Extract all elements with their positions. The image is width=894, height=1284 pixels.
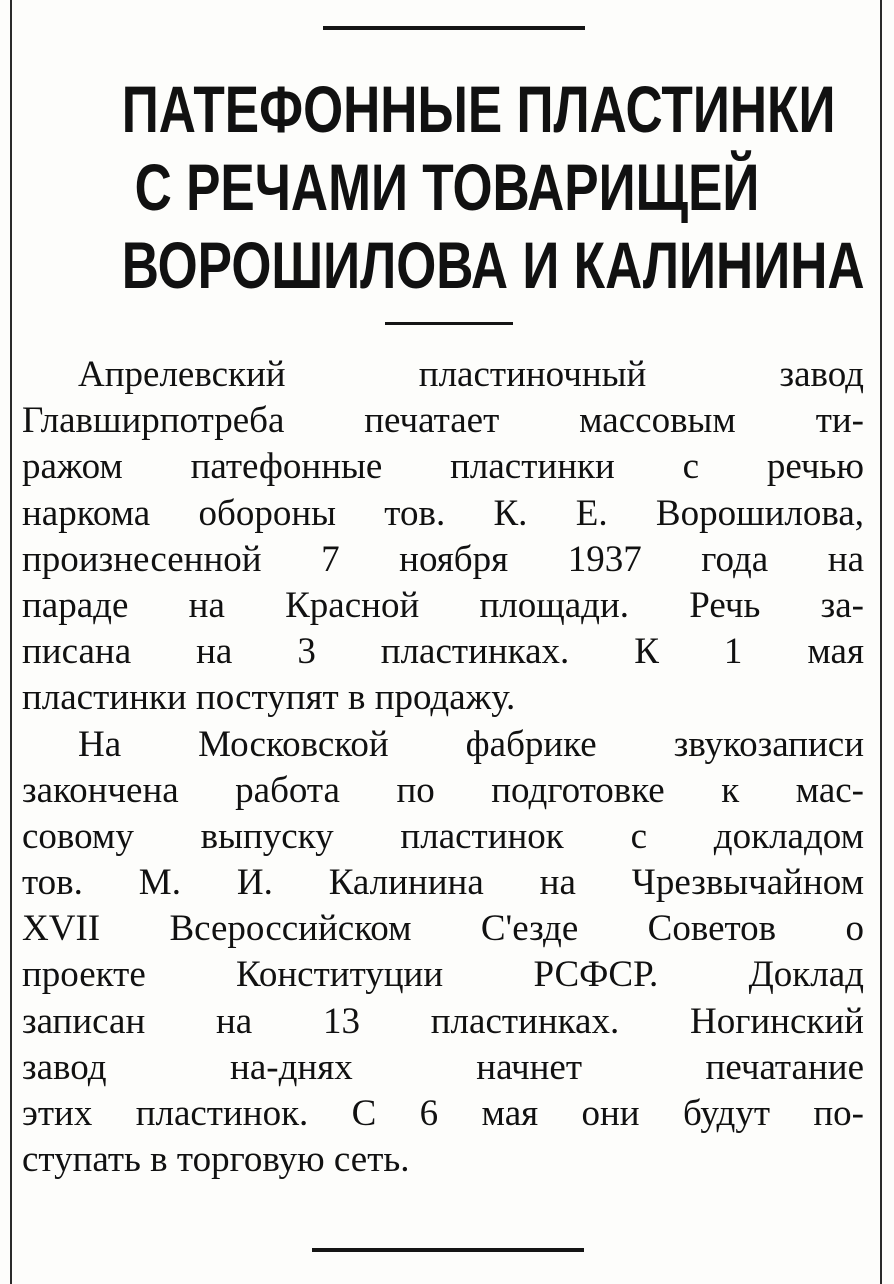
paragraph-line: тов. М. И. Калинина на Чрезвычайном — [22, 862, 864, 904]
paragraph-line: параде на Красной площади. Речь за- — [22, 584, 864, 626]
column-rule-right — [880, 0, 882, 1284]
bottom-divider-rule — [312, 1248, 584, 1252]
paragraph-line: пластинки поступят в продажу. — [22, 677, 516, 719]
headline-line-3: ВОРОШИЛОВА И КАЛИНИНА — [121, 228, 865, 302]
paragraph-line: ступать в торговую сеть. — [22, 1139, 410, 1181]
paragraph-line: завод на-днях начнет печатание — [22, 1046, 864, 1088]
paragraph-line: ражом патефонные пластинки с речью — [22, 446, 864, 488]
column-rule-left — [10, 0, 12, 1284]
paragraph-line: наркома обороны тов. К. Е. Ворошилова, — [22, 492, 864, 534]
paragraph-line: закончена работа по подготовке к мас- — [22, 769, 864, 811]
paragraph-line: На Московской фабрике звукозаписи — [78, 723, 864, 765]
paragraph-line: проекте Конституции РСФСР. Доклад — [22, 954, 864, 996]
paragraph-line: Главширпотреба печатает массовым ти- — [22, 400, 864, 442]
paragraph-line: совому выпуску пластинок с докладом — [22, 815, 864, 857]
paragraph-line: писана на 3 пластинках. К 1 мая — [22, 631, 864, 673]
paragraph-line: Апрелевский пластиночный завод — [78, 354, 864, 395]
paragraph-line: XVII Всероссийском С'езде Советов о — [22, 908, 864, 950]
article-body — [22, 352, 864, 1183]
headline-line-1: ПАТЕФОННЫЕ ПЛАСТИНКИ — [121, 72, 836, 146]
paragraph-line: этих пластинок. С 6 мая они будут по- — [22, 1093, 864, 1134]
paragraph-2 — [22, 722, 864, 1184]
headline-divider-rule — [385, 322, 513, 325]
top-divider-rule — [323, 26, 585, 30]
paragraph-line: произнесенной 7 ноября 1937 года на — [22, 538, 864, 580]
headline — [121, 70, 865, 304]
headline-line-2: С РЕЧАМИ ТОВАРИЩЕЙ — [134, 150, 760, 224]
paragraph-line: записан на 13 пластинках. Ногинский — [22, 1000, 864, 1042]
paragraph-1 — [22, 352, 864, 722]
